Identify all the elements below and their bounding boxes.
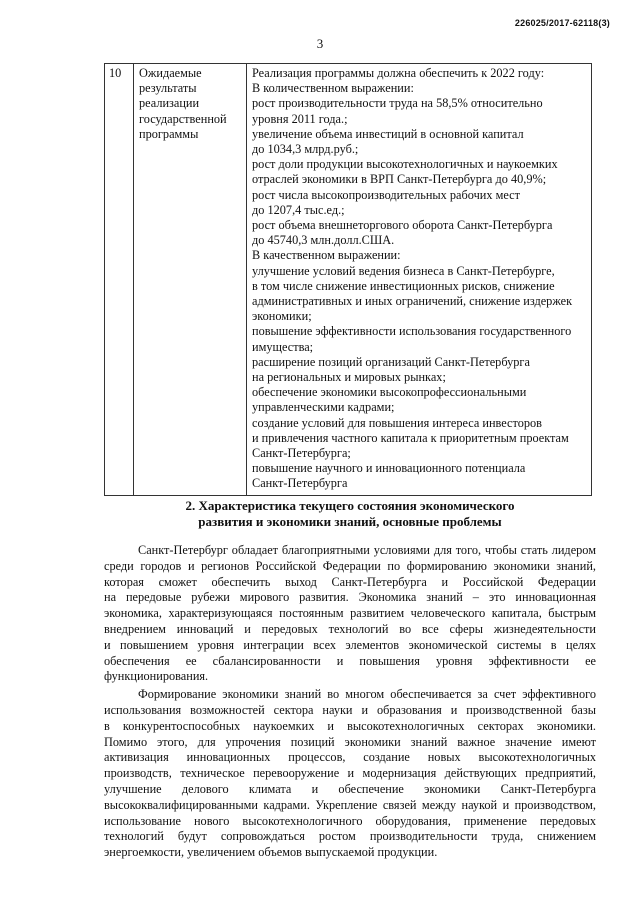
paragraph bbox=[104, 543, 596, 685]
paragraph-line: функционирования. bbox=[104, 669, 209, 684]
section-title-line: 2. Характеристика текущего состояния экономического bbox=[185, 498, 515, 513]
content-line: рост числа высокопроизводительных рабочих мест bbox=[252, 187, 520, 202]
section-title bbox=[100, 498, 600, 530]
content-line: повышение эффективности использования государственного bbox=[252, 324, 572, 339]
section-body bbox=[104, 543, 596, 861]
paragraph-line: высококвалифицированными кадрами. Укрепление связей между наукой и производством, bbox=[104, 797, 596, 812]
row-number-cell: 10 bbox=[105, 64, 134, 496]
content-line: Санкт-Петербурга bbox=[252, 476, 348, 491]
paragraph-line: среди городов и регионов Российской Федерации по формированию экономики знаний, bbox=[104, 558, 596, 573]
table-row bbox=[105, 64, 592, 496]
paragraph-line: активизация инновационных процессов, создание новых высокотехнологичных bbox=[104, 750, 596, 765]
content-line: управленческими кадрами; bbox=[252, 400, 395, 415]
paragraph-line: которая сможет обеспечить выход Санкт-Петербурга и Российской Федерации bbox=[104, 574, 596, 589]
content-line: экономики; bbox=[252, 309, 312, 324]
content-line: Санкт-Петербурга; bbox=[252, 446, 351, 461]
expected-results-table bbox=[104, 63, 592, 496]
label-line: результаты bbox=[139, 81, 197, 96]
content-line: до 1207,4 тыс.ед.; bbox=[252, 202, 345, 217]
label-line: Ожидаемые bbox=[139, 66, 202, 80]
paragraph-line: энергоемкости, увеличением объемов выпускаемой продукции. bbox=[104, 845, 438, 860]
section-title-line: развития и экономики знаний, основные проблемы bbox=[198, 514, 502, 529]
paragraph-line: технологий будут сопровождаться ростом производительности труда, снижением bbox=[104, 829, 596, 844]
content-line: до 45740,3 млн.долл.США. bbox=[252, 233, 395, 248]
paragraph-line: Санкт-Петербург обладает благоприятными условиями для того, чтобы стать лидером bbox=[138, 543, 596, 557]
content-line: обеспечение экономики высокопрофессиональными bbox=[252, 385, 527, 400]
paragraph-line: обеспечения ее сбалансированности и повышения уровня эффективности ее bbox=[104, 653, 596, 668]
paragraph-line: улучшение делового климата и обеспечение экономики Санкт-Петербурга bbox=[104, 781, 596, 796]
content-line: улучшение условий ведения бизнеса в Санкт-Петербурге, bbox=[252, 263, 555, 278]
label-line: государственной bbox=[139, 111, 227, 126]
content-line: В качественном выражении: bbox=[252, 248, 401, 263]
paragraph-line: Формирование экономики знаний во многом обеспечивается за счет эффективного bbox=[138, 687, 596, 702]
document-id: 226025/2017-62118(3) bbox=[514, 18, 610, 28]
content-line: увеличение объема инвестиций в основной капитал bbox=[252, 126, 524, 141]
content-line: до 1034,3 млрд.руб.; bbox=[252, 142, 359, 157]
paragraph-line: внедрением инноваций и передовых технологий во все сферы жизнедеятельности bbox=[104, 621, 596, 636]
paragraph-line: и повышением уровня интеграции всех элементов экономической системы в целях bbox=[104, 637, 596, 652]
content-line: на региональных и мировых рынках; bbox=[252, 370, 446, 385]
content-line: Реализация программы должна обеспечить к 2022 году: bbox=[252, 66, 545, 80]
page-number: 3 bbox=[316, 36, 324, 51]
paragraph-line: производств, техническое перевооружение и модернизация действующих предприятий, bbox=[104, 766, 596, 781]
paragraph-line: использования возможностей сектора науки и образования и производственной базы bbox=[104, 702, 596, 717]
label-line: реализации bbox=[139, 96, 200, 111]
row-label-cell bbox=[134, 64, 247, 496]
content-line: имущества; bbox=[252, 339, 314, 354]
content-line: рост доли продукции высокотехнологичных и наукоемких bbox=[252, 157, 558, 172]
content-line: рост объема внешнеторгового оборота Санкт-Петербурга bbox=[252, 218, 553, 233]
paragraph-line: экономика, характеризующаяся постоянным развитием человеческого капитала, быстрым bbox=[104, 606, 596, 621]
content-line: повышение научного и инновационного потенциала bbox=[252, 461, 526, 476]
paragraph-line: в конкурентоспособных наукоемких и высокотехнологичных секторах экономики. bbox=[104, 718, 596, 733]
content-line: В количественном выражении: bbox=[252, 81, 414, 96]
label-line: программы bbox=[139, 126, 199, 141]
content-line: в том числе снижение инвестиционных рисков, снижение bbox=[252, 278, 555, 293]
content-line: отраслей экономики в ВРП Санкт-Петербурга до 40,9%; bbox=[252, 172, 547, 187]
content-line: административных и иных ограничений, снижение издержек bbox=[252, 294, 573, 309]
content-line: уровня 2011 года.; bbox=[252, 111, 348, 126]
row-content-cell bbox=[247, 64, 592, 496]
paragraph-line: на передовые рубежи мирового развития. Экономика знаний – это инновационная bbox=[104, 590, 596, 605]
content-line: создание условий для повышения интереса инвесторов bbox=[252, 415, 542, 430]
content-line: и привлечения частного капитала к приоритетным проектам bbox=[252, 430, 569, 445]
content-line: рост производительности труда на 58,5% относительно bbox=[252, 96, 543, 111]
paragraph-line: использование нового высокотехнологичного оборудования, применение передовых bbox=[104, 813, 596, 828]
content-line: расширение позиций организаций Санкт-Петербурга bbox=[252, 354, 530, 369]
paragraph-line: Помимо этого, для упрочения позиций экономики знаний важное значение имеют bbox=[104, 734, 596, 749]
paragraph bbox=[104, 687, 596, 861]
